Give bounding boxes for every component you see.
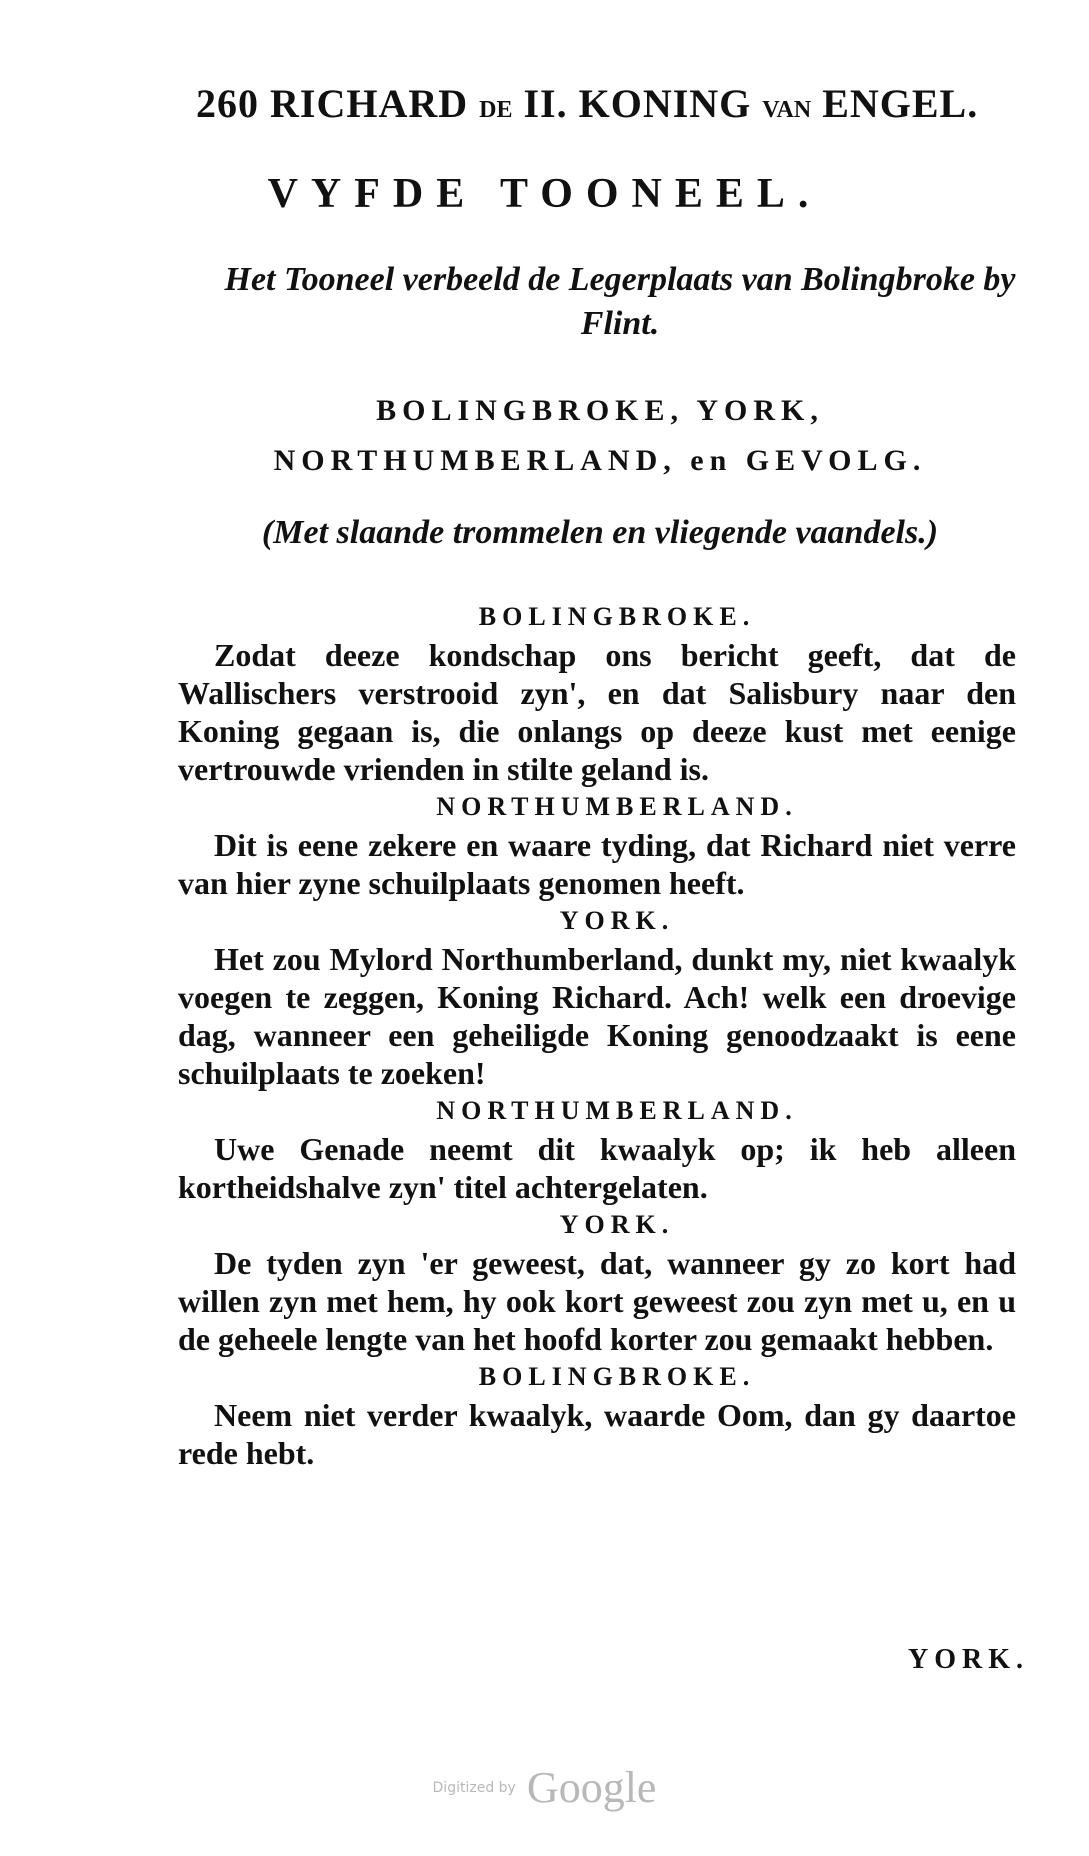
speech-text: Uwe Genade neemt dit kwaalyk op; ik heb alleen kortheidshalve zyn' titel achtergelaten. bbox=[178, 1131, 1016, 1205]
digitized-watermark bbox=[0, 1762, 1089, 1813]
speaker-name: BOLINGBROKE. bbox=[478, 602, 756, 631]
scene-setting: Het Tooneel verbeeld de Legerplaats van Bolingbroke by Flint. bbox=[224, 261, 1016, 342]
speech-text: Dit is eene zekere en waare tyding, dat Richard niet verre van hier zyne schuilplaats genomen heeft. bbox=[178, 827, 1016, 901]
dialogue bbox=[178, 598, 1016, 1472]
character-list: BOLINGBROKE, YORK, NORTHUMBERLAND, en GEVOLG. bbox=[273, 394, 927, 477]
speaker-name: YORK. bbox=[559, 1210, 675, 1239]
stage-direction: (Met slaande trommelen en vliegende vaandels.) bbox=[261, 514, 939, 551]
speech-text: Zodat deeze kondschap ons bericht geeft, dat de Wallischers verstrooid zyn', en dat Salisbury naar den Koning gegaan is, die onlangs op deeze kust met eenige vertrouwde vrienden in stilte geland is. bbox=[178, 637, 1016, 787]
speaker-name: YORK. bbox=[559, 906, 675, 935]
watermark-prefix: Digitized by bbox=[432, 1779, 516, 1796]
running-title-part3: ENGEL. bbox=[822, 81, 979, 126]
running-title-de: DE bbox=[479, 97, 513, 123]
speaker-name: NORTHUMBERLAND. bbox=[436, 792, 798, 821]
speech-text: Neem niet verder kwaalyk, waarde Oom, dan gy daartoe rede hebt. bbox=[178, 1397, 1016, 1471]
running-title-part2: II. KONING bbox=[523, 81, 752, 126]
speaker-name: BOLINGBROKE. bbox=[478, 1362, 756, 1391]
running-title-van: VAN bbox=[762, 97, 812, 123]
page-number: 260 bbox=[196, 81, 259, 126]
speaker-name: NORTHUMBERLAND. bbox=[436, 1096, 798, 1125]
running-head bbox=[196, 80, 1026, 127]
google-logo: Google bbox=[526, 1763, 657, 1812]
running-title-part1: RICHARD bbox=[270, 81, 469, 126]
scene-title: VYFDE TOONEEL. bbox=[267, 171, 822, 217]
catchword: YORK. bbox=[908, 1644, 1029, 1675]
speech-text: Het zou Mylord Northumberland, dunkt my, niet kwaalyk voegen te zeggen, Koning Richard. Ach! welk een droevige dag, wanneer een geheiligde Koning genoodzaakt is eene schuilplaats te zoeken! bbox=[178, 941, 1016, 1091]
speech-text: De tyden zyn 'er geweest, dat, wanneer gy zo kort had willen zyn met hem, hy ook kort geweest zou zyn met u, en u de geheele lengte van het hoofd korter zou gemaakt hebben. bbox=[178, 1245, 1016, 1357]
